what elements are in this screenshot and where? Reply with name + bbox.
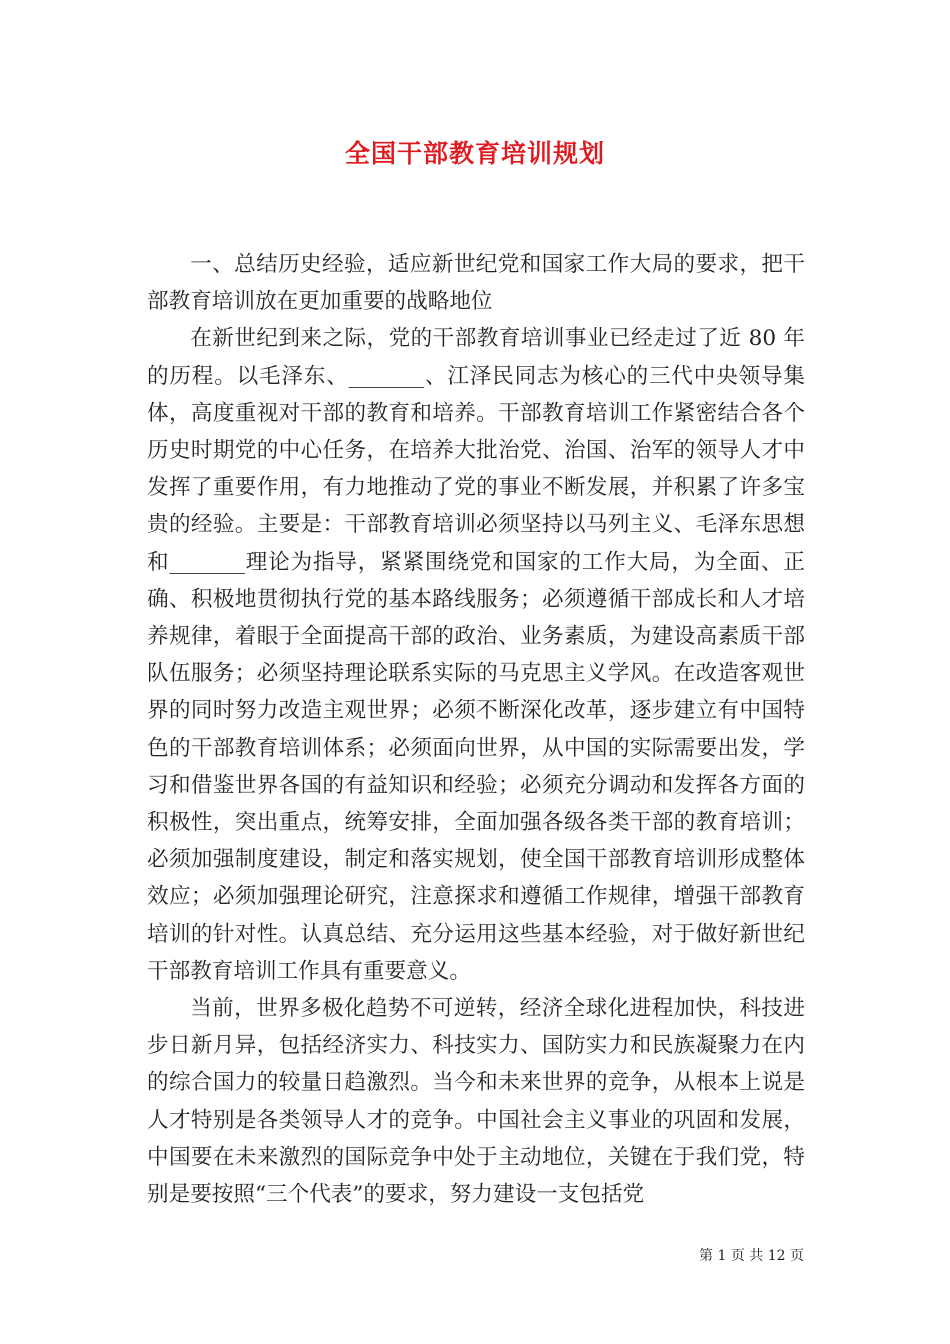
paragraph: 在新世纪到来之际，党的干部教育培训事业已经走过了近 80 年的历程。以毛泽东、_______、江泽民同志为核心的三代中央领导集体，高度重视对干部的教育和培养。干部教育培训工作紧密结合各个历史时期党的中心任务，在培养大批治党、治国、治军的领导人才中发挥了重要作用，有力地推动了党的事业不断发展，并积累了许多宝贵的经验。主要是：干部教育培训必须坚持以马列主义、毛泽东思想和_______理论为指导，紧紧围绕党和国家的工作大局，为全面、正确、积极地贯彻执行党的基本路线服务；必须遵循干部成长和人才培养规律，着眼于全面提高干部的政治、业务素质，为建设高素质干部队伍服务；必须坚持理论联系实际的马克思主义学风。在改造客观世界的同时努力改造主观世界；必须不断深化改革，逐步建立有中国特色的干部教育培训体系；必须面向世界，从中国的实际需要出发，学习和借鉴世界各国的有益知识和经验；必须充分调动和发挥各方面的积极性，突出重点，统筹安排，全面加强各级各类干部的教育培训；必须加强制度建设，制定和落实规划，使全国干部教育培训形成整体效应；必须加强理论研究，注意探求和遵循工作规律，增强干部教育培训的针对性。认真总结、充分运用这些基本经验，对于做好新世纪干部教育培训工作具有重要意义。	[147, 326, 805, 984]
paragraph-heading: 一、总结历史经验，适应新世纪党和国家工作大局的要求，把干部教育培训放在更加重要的战略地位	[147, 252, 805, 315]
paragraph: 当前，世界多极化趋势不可逆转，经济全球化进程加快，科技进步日新月异，包括经济实力、科技实力、国防实力和民族凝聚力在内的综合国力的较量日趋激烈。当今和未来世界的竞争，从根本上说是人才特别是各类领导人才的竞争。中国社会主义事业的巩固和发展，中国要在未来激烈的国际竞争中处于主动地位，关键在于我们党，特别是要按照“三个代表”的要求，努力建设一支包括党	[147, 996, 805, 1208]
document-title: 全国干部教育培训规划	[344, 139, 605, 168]
document-body	[147, 246, 805, 1213]
page-number: 第 1 页 共 12 页	[699, 1248, 804, 1264]
